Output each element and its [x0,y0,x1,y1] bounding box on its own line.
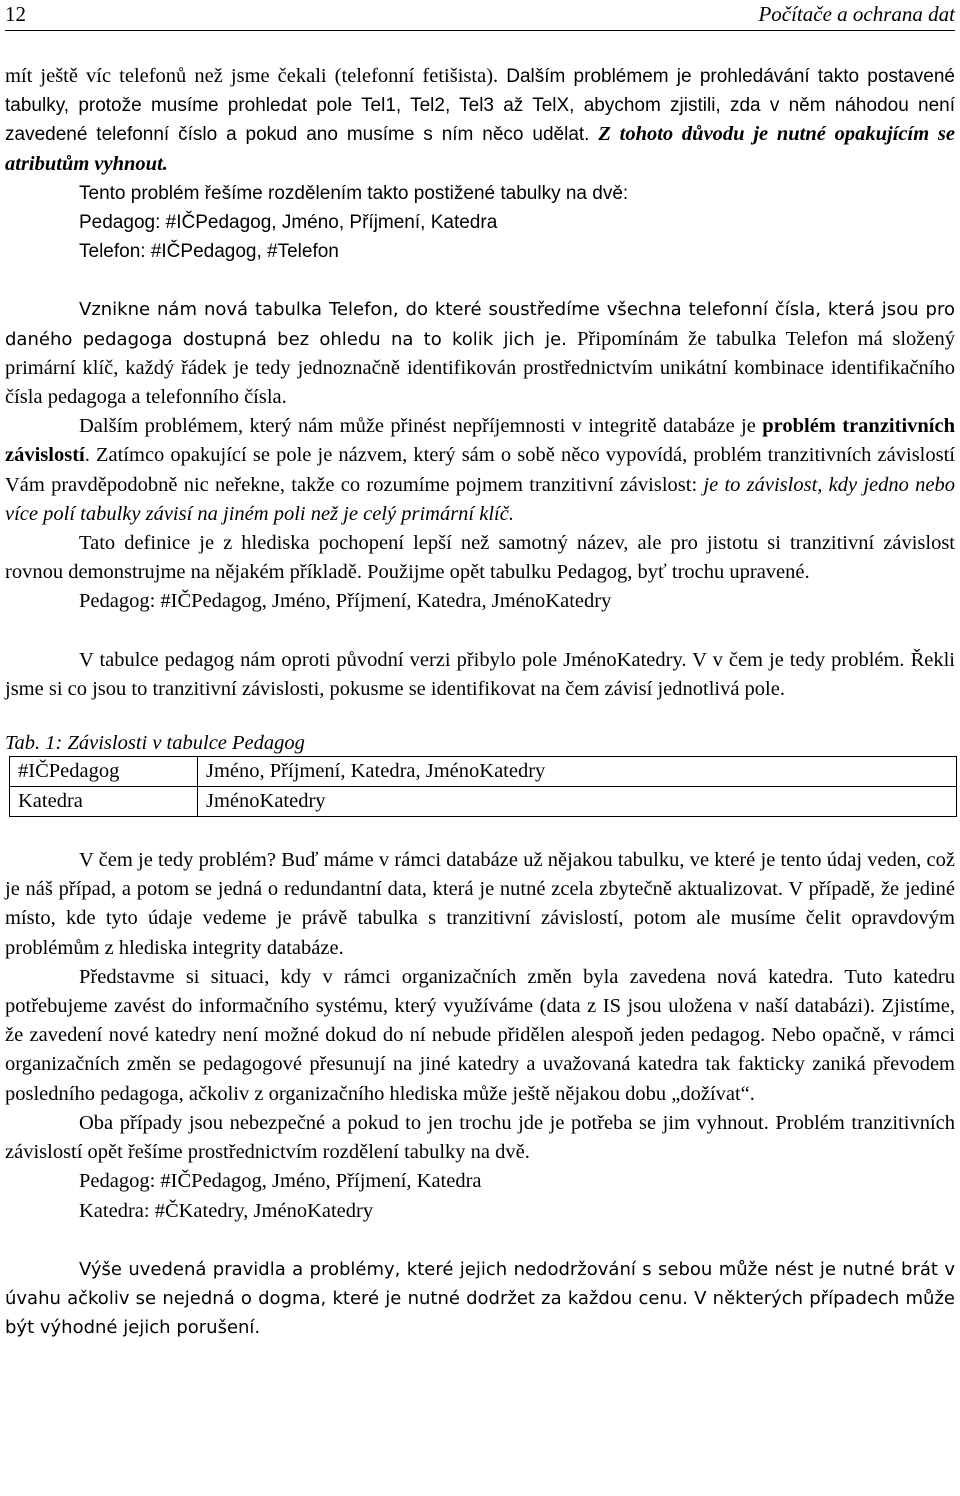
table-row [10,787,957,817]
page-number: 12 [5,2,26,26]
page-body [5,31,955,1342]
running-title: Počítače a ochrana dat [758,2,955,26]
emphasis: Z tohoto důvodu je nutné opakujícím se atributům vyhnout. [5,123,955,175]
paragraph [5,295,955,412]
text-run: Dalším problémem, který nám může přinést nepříjemnosti v integritě databáze je [79,415,763,438]
schema-line: Pedagog: #IČPedagog, Jméno, Příjmení, Katedra [79,1170,482,1193]
document-page [5,0,955,1342]
definition-italic: je to závislost, kdy jedno nebo více polí tabulky závisí na jiném poli než je celý primární klíč. [5,473,956,525]
table-cell: JménoKatedry [198,787,957,817]
paragraph: Výše uvedená pravidla a problémy, které jejich nedodržování s sebou může nést je nutné brát v úvahu ačkoliv se nejedná o dogma, které je nutné dodržet za každou cenu. V některých případech může být výhodné jejich porušení. [5,1258,955,1339]
schema-line: Katedra: #ČKatedry, JménoKatedry [79,1199,374,1222]
table-cell: Katedra [10,787,198,817]
dependency-table [9,756,957,817]
table-row [10,757,957,787]
text-run: Připomínám že tabulka Telefon má složený primární klíč, každý řádek je tedy jednoznačně identifikován prostřednictvím unikátní kombinace identifikačního čísla pedagoga a telefonního čísla. [5,327,955,409]
paragraph: Tento problém řešíme rozdělením takto postižené tabulky na dvě: [79,182,629,204]
table-cell: Jméno, Příjmení, Katedra, JménoKatedry [198,757,957,787]
spacer [5,1226,955,1255]
term-bold: problém tranzitivních závislostí [5,415,955,467]
text-run: Dalším problémem je prohledávání takto postavené tabulky, protože musíme prohledat pole Tel1, Tel2, Tel3 až TelX, abychom zjistili, zda v něm náhodou není zavedené telefonní číslo a pokud ano musíme s ním něco udělat. [5,66,955,146]
paragraph: Oba případy jsou nebezpečné a pokud to jen trochu jde je potřeba se jim vyhnout. Problém tranzitivních závislostí opět řešíme prostřednictvím rozdělení tabulky na dvě. [5,1111,955,1164]
schema-line: Pedagog: #IČPedagog, Jméno, Příjmení, Katedra, JménoKatedry [79,590,612,613]
schema-line: Telefon: #IČPedagog, #Telefon [79,241,339,263]
spacer [5,704,955,726]
paragraph: V tabulce pedagog nám oproti původní verzi přibylo pole JménoKatedry. V v čem je tedy problém. Řekli jsme si co jsou to tranzitivní závislosti, pokusme se identifikovat na čem závisí jednotlivá pole. [5,648,955,700]
spacer [5,617,955,646]
text-run: mít ještě víc telefonů než jsme čekali (telefonní fetišista). [5,65,507,87]
paragraph: Tato definice je z hlediska pochopení lepší než samotný název, ale pro jistotu si tranzitivní závislost rovnou demonstrujme na nějakém příkladě. Použijme opět tabulku Pedagog, byť trochu upravené. [5,532,955,584]
text-run: . Zatímco opakující se pole je názvem, který sám o sobě něco vypovídá, problém tranzitivních závislostí Vám pravděpodobně nic neřekne, takže co rozumíme pojmem tranzitivní závislost: [5,444,955,496]
schema-line: Pedagog: #IČPedagog, Jméno, Příjmení, Katedra [79,212,498,234]
table-cell: #IČPedagog [10,757,198,787]
text-run: Vznikne nám nová tabulka Telefon, do které soustředíme všechna telefonní čísla, která jsou pro daného pedagoga dostupná bez ohledu na to kolik jich je. [5,299,955,350]
paragraph: V čem je tedy problém? Buď máme v rámci databáze už nějakou tabulku, ve které je tento údaj veden, což je náš případ, a potom se jedná o redundantní data, která je nutné zcela zbytečně aktualizovat. V případě, že jediné místo, kde tyto údaje vedeme je právě tabulka s tranzitivní závislostí, potom ale musíme čelit opravdovým problémům z hlediska integrity databáze. [5,849,955,959]
paragraph [5,412,955,529]
spacer [5,817,955,846]
paragraph: Představme si situaci, kdy v rámci organizačních změn byla zavedena nová katedra. Tuto katedru potřebujeme zavést do informačního systému, který využíváme (data z IS jsou uložena v naší databázi). Zjistíme, že zavedení nové katedry není možné dokud do ní nebude přidělen alespoň jeden pedagog. Nebo opačně, v rámci organizačních změn se pedagogové přesunují na jiné katedry a uvažovaná katedra tak fakticky zaniká převodem posledního pedagoga, ačkoliv z organizačního hlediska může ještě nějakou dobu „dožívat“. [5,965,955,1105]
paragraph [5,62,955,179]
table-caption: Tab. 1: Závislosti v tabulce Pedagog [5,732,305,755]
spacer [5,266,955,295]
page-header [5,0,955,31]
